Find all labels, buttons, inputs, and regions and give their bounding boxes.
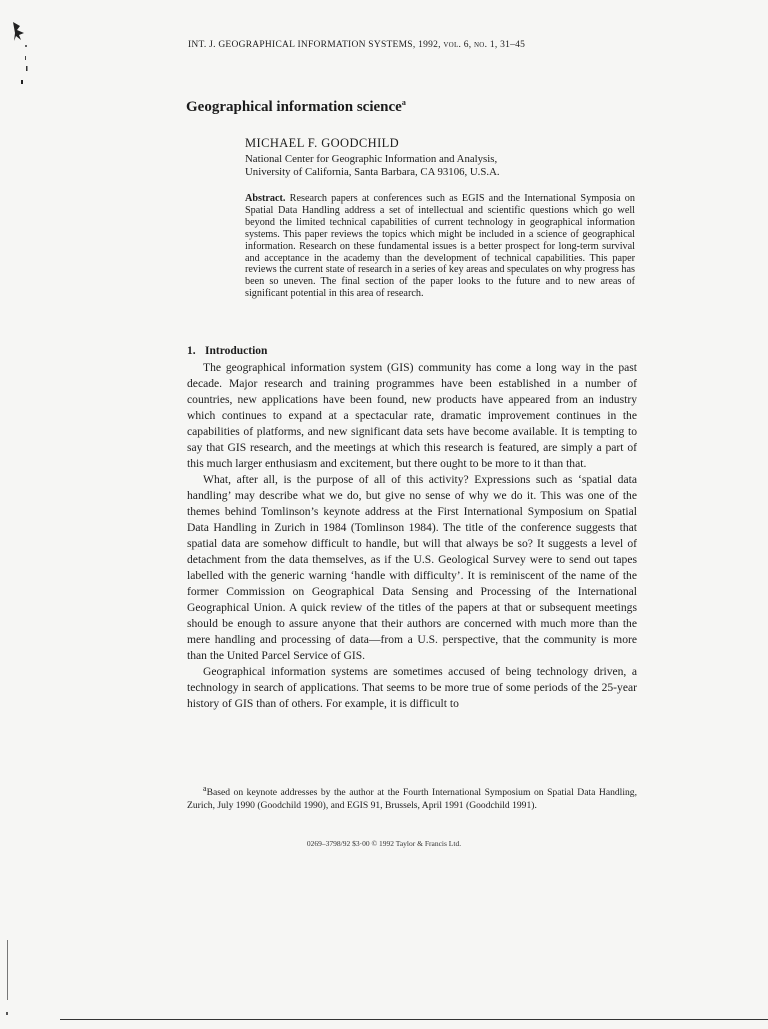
abstract [245, 193, 635, 300]
author-name: MICHAEL F. GOODCHILD [245, 136, 400, 150]
body-paragraph: What, after all, is the purpose of all of this activity? Expressions such as ‘spatial data handling’ may describe what we do, but give no sense of why we do it. This was one of the themes behind Tomlinson’s keynote address at the First International Symposium on Spatial Data Handling in Zurich in 1984 (Tomlinson 1984). The title of the conference suggests that spatial data are somehow difficult to handle, but will that always be so? It suggests a level of detachment from the data themselves, as if the U.S. Geological Survey were to send out tapes labelled with the generic warning ‘handle with difficulty’. It is reminiscent of the name of the former Commission on Geographical Data Sensing and Processing of the International Geographical Union. A quick review of the titles of the papers at that or subsequent meetings should be enough to assure anyone that their authors are concerned with much more than the mere handling and processing of data—from a U.S. perspective, that the community is more than the United Parcel Service of GIS. [187, 473, 637, 662]
copyright-line: 0269–3798/92 $3·00 © 1992 Taylor & Francis Ltd. [306, 839, 462, 848]
body-paragraph: Geographical information systems are sometimes accused of being technology driven, a technology in search of applications. That seems to be more true of some periods of the 25-year history of GIS than of others. For example, it is difficult to [187, 665, 637, 710]
footnote [187, 782, 637, 812]
scan-speck-graphic [0, 0, 40, 1024]
title-footnote-mark: a [401, 98, 406, 107]
footnote-mark: a [203, 784, 207, 793]
running-head [188, 40, 748, 50]
paper-title [186, 98, 406, 116]
abstract-heading: Abstract. [245, 193, 286, 204]
footnote-text: Based on keynote addresses by the author at the Fourth International Symposium on Spatial Data Handling, Zurich, July 1990 (Goodchild 1990), and EGIS 91, Brussels, April 1991 (Goodchild 1991). [187, 787, 637, 812]
scan-margin-marks [0, 0, 40, 1029]
volume-issue: vol. 6, no. 1, [443, 40, 498, 50]
title-text: Geographical information science [186, 99, 402, 115]
journal-name: INT. J. GEOGRAPHICAL INFORMATION SYSTEMS, 1992, [188, 40, 441, 50]
page-range: 31–45 [500, 40, 526, 50]
abstract-text: Research papers at conferences such as EGIS and the International Symposia on Spatial Data Handling address a set of intellectual and scientific questions which go well beyond the limited technical capabilities of current technology in geographical information systems. This paper reviews the topics which might be included in a science of geographical information. Research on these fundamental issues is a better prospect for long-term survival and acceptance in the academy than the development of technical capabilities. This paper reviews the current state of research in a series of key areas and speculates on why progress has been so uneven. The final section of the paper looks to the future and to new areas of significant potential in this area of research. [245, 193, 635, 300]
affiliation-line: National Center for Geographic Information and Analysis, [245, 153, 498, 165]
section-title: Introduction [205, 345, 268, 357]
body-paragraph: The geographical information system (GIS) community has come a long way in the past decade. Major research and training programmes have been established in a number of countries, new applications have been found, new products have appeared from an industry which continues to expand at a spectacular rate, dramatic improvement continues in the capabilities of platforms, and new significant data sets have become available. It is tempting to say that GIS research, and the meetings at which this research is featured, are simply a part of this much larger enthusiasm and excitement, but there ought to be more to it than that. [187, 361, 637, 470]
section-number: 1. [187, 345, 196, 357]
affiliation-line: University of California, Santa Barbara, CA 93106, U.S.A. [245, 166, 500, 178]
section-heading [187, 345, 267, 357]
affiliation [245, 153, 645, 179]
body-text [187, 360, 637, 712]
page-bottom-rule [60, 1019, 768, 1020]
